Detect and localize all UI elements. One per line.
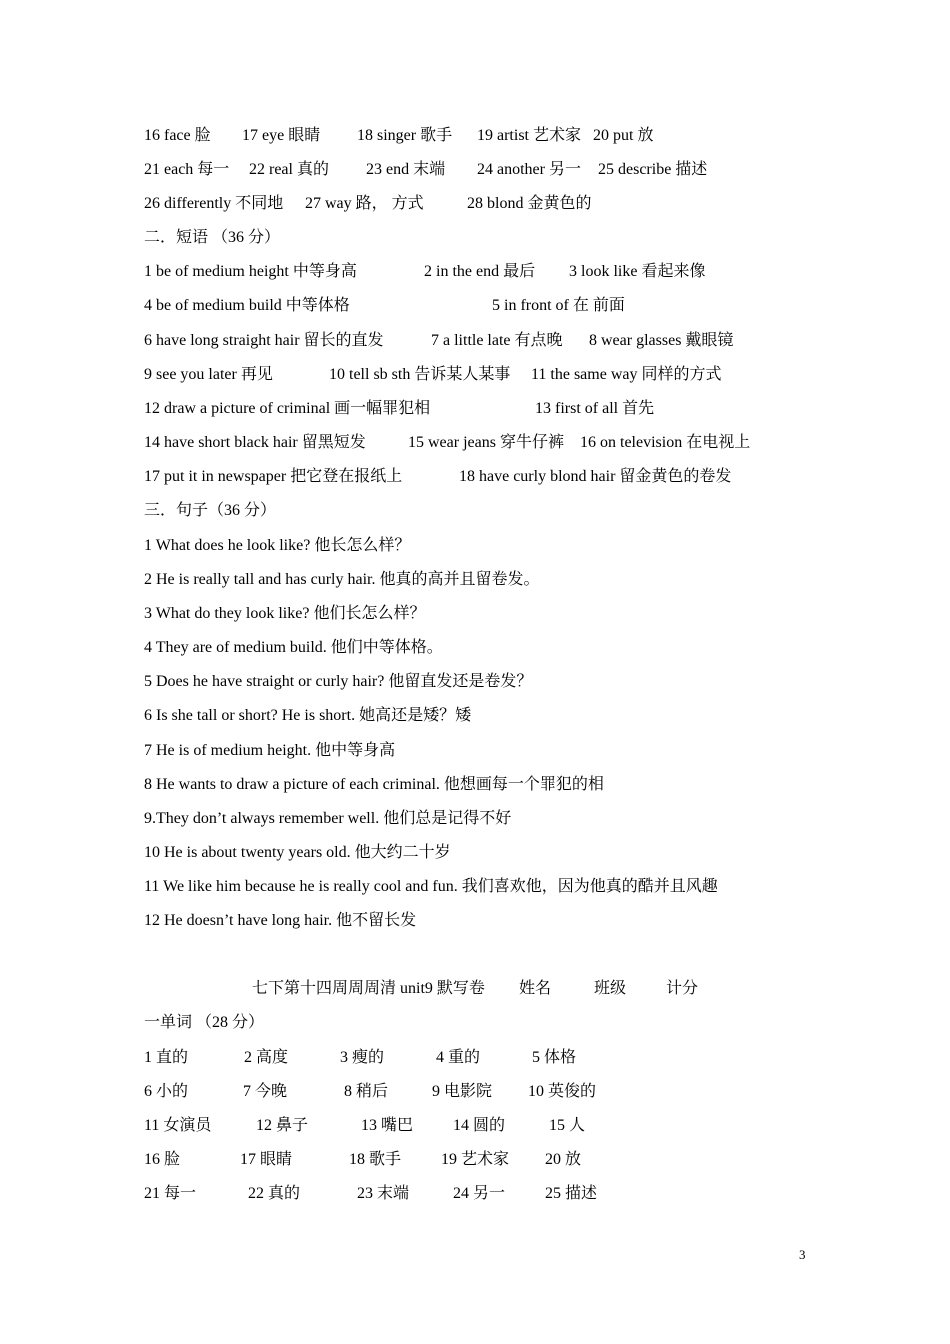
quiz-word-item: 19 艺术家 xyxy=(441,1151,510,1168)
quiz-word-item: 7 今晚 xyxy=(243,1083,288,1100)
phrase-item: 6 have long straight hair 留长的直发 xyxy=(144,332,384,349)
word-item: 27 way 路， 方式 xyxy=(305,195,424,212)
quiz-word-item: 5 体格 xyxy=(532,1049,577,1066)
phrase-item: 13 first of all 首先 xyxy=(535,400,655,417)
word-item: 16 face 脸 xyxy=(144,127,211,144)
phrase-item: 14 have short black hair 留黑短发 xyxy=(144,434,366,451)
word-item: 28 blond 金黄色的 xyxy=(467,195,592,212)
quiz-word-item: 16 脸 xyxy=(144,1151,181,1168)
phrase-item: 17 put it in newspaper 把它登在报纸上 xyxy=(144,468,403,485)
phrase-item: 11 the same way 同样的方式 xyxy=(531,366,722,383)
quiz-word-item: 9 电影院 xyxy=(432,1083,493,1100)
word-item: 22 real 真的 xyxy=(249,161,329,178)
word-item: 23 end 末端 xyxy=(366,161,446,178)
phrase-item: 10 tell sb sth 告诉某人某事 xyxy=(329,366,511,383)
phrase-item: 16 on television 在电视上 xyxy=(580,434,751,451)
quiz-word-item: 23 末端 xyxy=(357,1185,410,1202)
quiz-word-item: 22 真的 xyxy=(248,1185,301,1202)
phrase-item: 9 see you later 再见 xyxy=(144,366,273,383)
page-number: 3 xyxy=(799,1247,806,1262)
phrase-item: 1 be of medium height 中等身高 xyxy=(144,263,357,280)
quiz-word-item: 11 女演员 xyxy=(144,1117,212,1134)
quiz-word-item: 12 鼻子 xyxy=(256,1117,309,1134)
quiz-word-item: 8 稍后 xyxy=(344,1083,389,1100)
quiz-word-item: 1 直的 xyxy=(144,1049,189,1066)
quiz-word-item: 10 英俊的 xyxy=(528,1083,597,1100)
phrase-item: 15 wear jeans 穿牛仔裤 xyxy=(408,434,564,451)
quiz-word-item: 18 歌手 xyxy=(349,1151,402,1168)
phrase-item: 8 wear glasses 戴眼镜 xyxy=(589,332,734,349)
quiz-word-item: 20 放 xyxy=(545,1151,582,1168)
phrase-item: 7 a little late 有点晚 xyxy=(431,332,563,349)
quiz-word-item: 21 每一 xyxy=(144,1185,197,1202)
word-item: 24 another 另一 xyxy=(477,161,581,178)
quiz-word-item: 13 嘴巴 xyxy=(361,1117,414,1134)
quiz-word-item: 15 人 xyxy=(549,1117,586,1134)
phrase-item: 3 look like 看起来像 xyxy=(569,263,706,280)
class-field-label: 班级 xyxy=(594,980,627,997)
quiz-word-item: 4 重的 xyxy=(436,1049,481,1066)
word-item: 18 singer 歌手 xyxy=(357,127,453,144)
name-field-label: 姓名 xyxy=(519,980,552,997)
phrase-item: 5 in front of 在 前面 xyxy=(492,297,625,314)
word-item: 21 each 每一 xyxy=(144,161,230,178)
word-item: 19 artist 艺术家 xyxy=(477,127,581,144)
quiz-word-item: 2 高度 xyxy=(244,1049,289,1066)
phrase-item: 12 draw a picture of criminal 画一幅罪犯相 xyxy=(144,400,431,417)
phrase-item: 4 be of medium build 中等体格 xyxy=(144,297,350,314)
quiz-word-item: 17 眼睛 xyxy=(240,1151,293,1168)
word-item: 25 describe 描述 xyxy=(598,161,708,178)
quiz-title-text: 七下第十四周周周清 unit9 默写卷 xyxy=(252,980,485,997)
phrase-item: 2 in the end 最后 xyxy=(424,263,536,280)
word-item: 20 put 放 xyxy=(593,127,654,144)
quiz-word-item: 24 另一 xyxy=(453,1185,506,1202)
quiz-word-item: 3 瘦的 xyxy=(340,1049,385,1066)
quiz-word-item: 6 小的 xyxy=(144,1083,189,1100)
word-item: 17 eye 眼睛 xyxy=(242,127,321,144)
score-field-label: 计分 xyxy=(666,980,699,997)
phrase-item: 18 have curly blond hair 留金黄色的卷发 xyxy=(459,468,732,485)
quiz-word-item: 14 圆的 xyxy=(453,1117,506,1134)
word-item: 26 differently 不同地 xyxy=(144,195,284,212)
quiz-word-item: 25 描述 xyxy=(545,1185,598,1202)
